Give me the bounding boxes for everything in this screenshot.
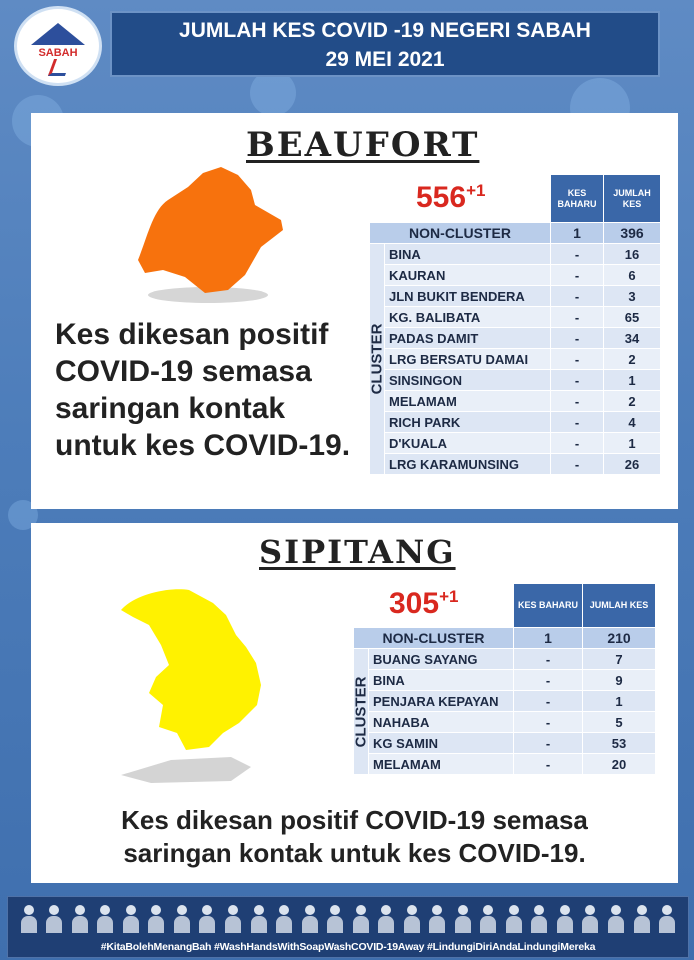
person-icon [72, 905, 88, 933]
description: Kes dikesan positif COVID-19 semasa saringan kontak untuk kes COVID-19. [55, 318, 351, 462]
person-icon [557, 905, 573, 933]
cluster-row [354, 712, 656, 733]
person-icon [582, 905, 598, 933]
cases-table [369, 174, 661, 475]
person-icon [480, 905, 496, 933]
cluster-side-label [354, 649, 369, 775]
cluster-name: KAURAN [385, 265, 551, 286]
cluster-new: - [551, 454, 604, 475]
person-icon [608, 905, 624, 933]
person-icon [97, 905, 113, 933]
cluster-new: - [551, 349, 604, 370]
person-icon [276, 905, 292, 933]
description-line: Kes dikesan positif COVID-19 semasa [121, 805, 588, 835]
cluster-row [354, 649, 656, 670]
cluster-total: 34 [604, 328, 661, 349]
cluster-new: - [551, 391, 604, 412]
cluster-row [370, 307, 661, 328]
description [31, 804, 678, 870]
non-cluster-label: NON-CLUSTER [370, 223, 551, 244]
cluster-row [370, 265, 661, 286]
cluster-new: - [551, 286, 604, 307]
non-cluster-row [370, 223, 661, 244]
cluster-row [354, 733, 656, 754]
cluster-new: - [514, 670, 583, 691]
col-header-new: KES BAHARU [514, 584, 583, 628]
cluster-name: LRG BERSATU DAMAI [385, 349, 551, 370]
cluster-new: - [551, 328, 604, 349]
cluster-new: - [551, 370, 604, 391]
cluster-name: PENJARA KEPAYAN [369, 691, 514, 712]
col-header-new: KES BAHARU [551, 175, 604, 223]
cluster-name: KG SAMIN [369, 733, 514, 754]
sabah-logo [14, 6, 102, 86]
cluster-row [370, 412, 661, 433]
cluster-name: PADAS DAMIT [385, 328, 551, 349]
swoosh-icon [48, 59, 71, 76]
new-cases-value: +1 [466, 181, 486, 200]
total-cases-value: 305 [389, 587, 440, 620]
cluster-total: 2 [604, 349, 661, 370]
cluster-name: JLN BUKIT BENDERA [385, 286, 551, 307]
cluster-name: D'KUALA [385, 433, 551, 454]
cluster-total: 1 [583, 691, 656, 712]
page-date: 29 MEI 2021 [325, 48, 445, 71]
person-icon [148, 905, 164, 933]
cluster-total: 9 [583, 670, 656, 691]
person-icon [21, 905, 37, 933]
cluster-total: 6 [604, 265, 661, 286]
cluster-name: NAHABA [369, 712, 514, 733]
cluster-name: BUANG SAYANG [369, 649, 514, 670]
cluster-total: 4 [604, 412, 661, 433]
cluster-name: SINSINGON [385, 370, 551, 391]
person-icon [634, 905, 650, 933]
non-cluster-row [354, 628, 656, 649]
cluster-label: CLUSTER [368, 323, 386, 395]
cluster-new: - [551, 265, 604, 286]
title-banner [110, 11, 660, 77]
cluster-row [370, 349, 661, 370]
person-icon [455, 905, 471, 933]
cluster-row [370, 391, 661, 412]
person-icon [199, 905, 215, 933]
cluster-name: BINA [369, 670, 514, 691]
district-title: BEAUFORT [246, 125, 480, 165]
non-cluster-new: 1 [514, 628, 583, 649]
footer-banner [7, 896, 689, 958]
sipitang-panel [31, 523, 678, 883]
person-icon [327, 905, 343, 933]
cluster-new: - [514, 733, 583, 754]
non-cluster-new: 1 [551, 223, 604, 244]
person-icon [378, 905, 394, 933]
person-icon [174, 905, 190, 933]
cluster-name: MELAMAM [385, 391, 551, 412]
cluster-row [354, 670, 656, 691]
cluster-total: 26 [604, 454, 661, 475]
cluster-total: 3 [604, 286, 661, 307]
person-icon [404, 905, 420, 933]
cluster-total: 7 [583, 649, 656, 670]
cluster-row [370, 433, 661, 454]
cluster-label: CLUSTER [352, 676, 370, 747]
col-header-total: JUMLAH KES [583, 584, 656, 628]
cluster-row [370, 328, 661, 349]
frontliners-illustration [16, 901, 680, 933]
hashtags: #KitaBolehMenangBah #WashHandsWithSoapWashCOVID-19Away #LindungiDiriAndaLindungiMereka [100, 941, 596, 953]
person-icon [251, 905, 267, 933]
cluster-new: - [551, 433, 604, 454]
cluster-new: - [551, 244, 604, 265]
cluster-total: 1 [604, 370, 661, 391]
non-cluster-label: NON-CLUSTER [354, 628, 514, 649]
cluster-row [370, 286, 661, 307]
cluster-total: 2 [604, 391, 661, 412]
cluster-total: 53 [583, 733, 656, 754]
cluster-row [370, 370, 661, 391]
cluster-name: LRG KARAMUNSING [385, 454, 551, 475]
person-icon [659, 905, 675, 933]
person-icon [429, 905, 445, 933]
cluster-total: 20 [583, 754, 656, 775]
sipitang-map [111, 585, 271, 785]
person-icon [225, 905, 241, 933]
person-icon [353, 905, 369, 933]
district-title: SIPITANG [259, 533, 456, 571]
mountain-icon [31, 23, 85, 45]
person-icon [506, 905, 522, 933]
person-icon [123, 905, 139, 933]
cluster-name: KG. BALIBATA [385, 307, 551, 328]
new-cases-value: +1 [439, 587, 459, 606]
cluster-new: - [551, 307, 604, 328]
cluster-row [370, 454, 661, 475]
cluster-new: - [514, 712, 583, 733]
person-icon [531, 905, 547, 933]
cluster-row [354, 754, 656, 775]
cluster-name: MELAMAM [369, 754, 514, 775]
page-title: JUMLAH KES COVID -19 NEGERI SABAH [179, 19, 591, 42]
cluster-new: - [514, 649, 583, 670]
non-cluster-total: 396 [604, 223, 661, 244]
cluster-total: 65 [604, 307, 661, 328]
person-icon [46, 905, 62, 933]
cluster-total: 16 [604, 244, 661, 265]
cases-table [353, 583, 656, 775]
cluster-name: RICH PARK [385, 412, 551, 433]
total-cases-value: 556 [416, 181, 467, 214]
cluster-new: - [514, 691, 583, 712]
cluster-side-label [370, 244, 385, 475]
beaufort-panel [31, 113, 678, 509]
cluster-new: - [514, 754, 583, 775]
cluster-new: - [551, 412, 604, 433]
beaufort-map [133, 165, 293, 305]
cluster-total: 1 [604, 433, 661, 454]
logo-text: SABAH [38, 47, 78, 59]
col-header-total: JUMLAH KES [604, 175, 661, 223]
person-icon [302, 905, 318, 933]
cluster-row [370, 244, 661, 265]
description-line: saringan kontak untuk kes COVID-19. [123, 838, 586, 868]
cluster-total: 5 [583, 712, 656, 733]
cluster-name: BINA [385, 244, 551, 265]
non-cluster-total: 210 [583, 628, 656, 649]
cluster-row [354, 691, 656, 712]
